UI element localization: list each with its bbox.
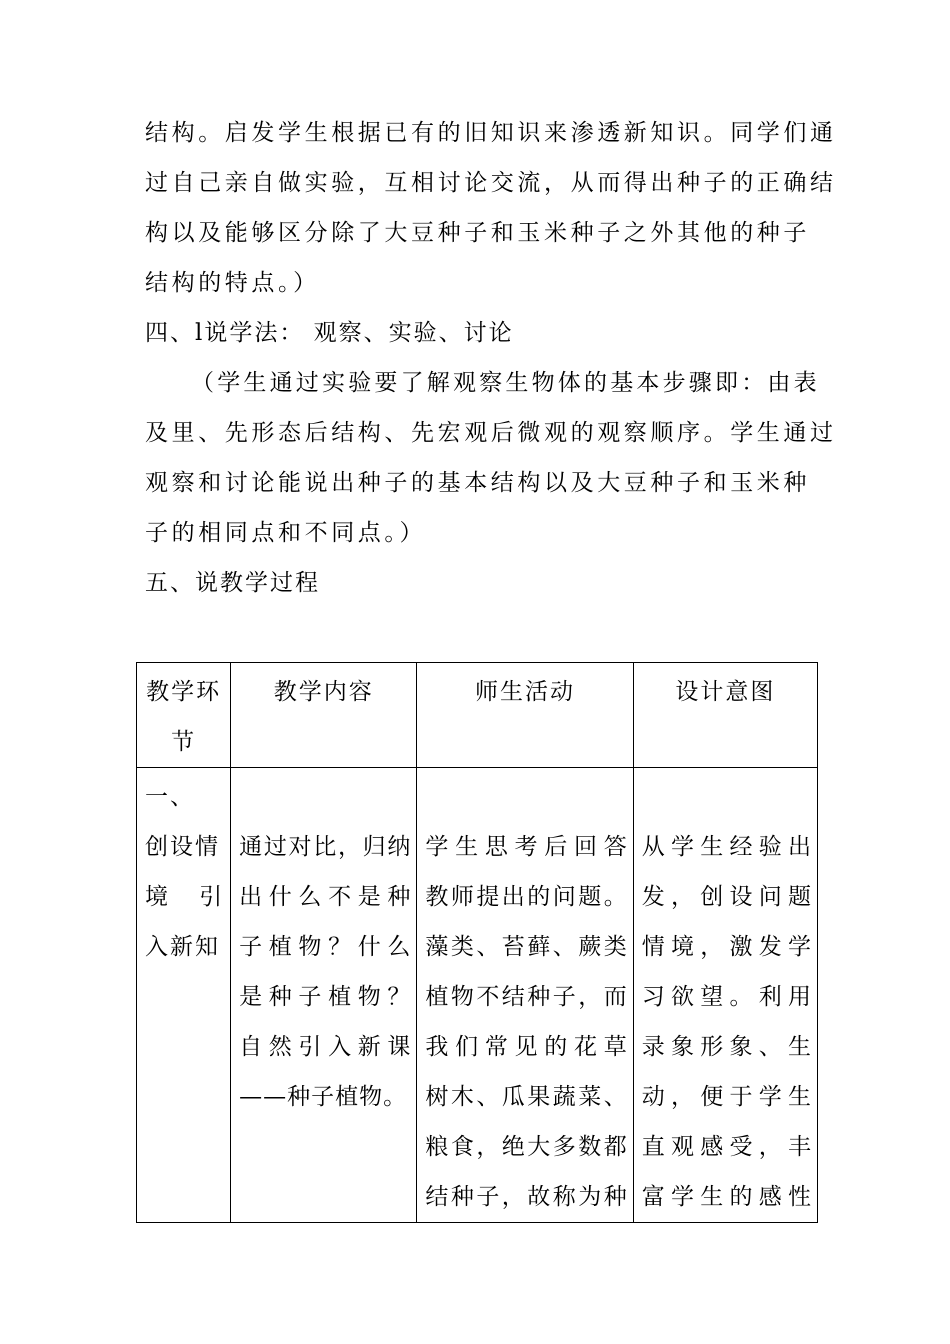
cell-line: 情境，激发学 <box>641 934 811 960</box>
cell-line: 发，创设问题 <box>641 884 811 910</box>
header-intent: 设计意图 <box>633 663 817 768</box>
paragraph-line: 及里、先形态后结构、先宏观后微观的观察顺序。学生通过 <box>145 420 837 446</box>
cell-line: 创设情 <box>145 834 220 860</box>
cell-stage <box>137 768 231 1223</box>
cell-line: 结种子，故称为种 <box>425 1184 627 1210</box>
cell-line: 富学生的感性 <box>641 1184 811 1210</box>
header-stage-line1: 教学环 <box>146 679 222 705</box>
section-heading-teaching-process: 五、说教学过程 <box>145 570 320 596</box>
header-stage-line2: 节 <box>171 729 197 755</box>
paragraph-line: （学生通过实验要了解观察生物体的基本步骤即：由表 <box>191 370 820 396</box>
header-stage <box>137 663 231 768</box>
paragraph-line: 结构的特点。） <box>145 270 320 296</box>
cell-line: 粮食，绝大多数都 <box>425 1134 627 1160</box>
cell-line: 教师提出的问题。 <box>425 884 627 910</box>
cell-line: 录象形象、生 <box>641 1034 811 1060</box>
cell-line: 通过对比，归纳 <box>239 834 411 860</box>
cell-line: 我们常见的花草 <box>425 1034 627 1060</box>
table-header-row <box>137 663 818 768</box>
cell-line: 自然引入新课 <box>239 1034 411 1060</box>
cell-line: 出什么不是种 <box>239 884 411 910</box>
cell-line: 动，便于学生 <box>641 1084 811 1110</box>
cell-line: 是种子植物？ <box>239 984 411 1010</box>
cell-line: 直观感受，丰 <box>641 1134 811 1160</box>
table-row <box>137 768 818 1223</box>
cell-line: 境 引 <box>145 884 223 910</box>
cell-activity <box>417 768 633 1223</box>
teaching-process-table <box>136 662 818 1223</box>
paragraph-line: 构以及能够区分除了大豆种子和玉米种子之外其他的种子 <box>145 220 810 246</box>
paragraph-line: 过自己亲自做实验，互相讨论交流，从而得出种子的正确结 <box>145 170 837 196</box>
paragraph-line: 观察和讨论能说出种子的基本结构以及大豆种子和玉米种 <box>145 470 810 496</box>
paragraph-line: 子的相同点和不同点。） <box>145 520 427 546</box>
cell-line: 树木、瓜果蔬菜、 <box>425 1084 627 1110</box>
cell-intent <box>633 768 817 1223</box>
cell-content <box>231 768 417 1223</box>
cell-line: 子植物？什么 <box>239 934 411 960</box>
cell-line: 一、 <box>145 784 195 810</box>
cell-line: 藻类、苔藓、蕨类 <box>425 934 627 960</box>
header-activity: 师生活动 <box>417 663 633 768</box>
cell-line: 入新知 <box>145 934 220 960</box>
section-heading-study-method: 四、l说学法： 观察、实验、讨论 <box>145 320 514 346</box>
cell-line: 学生思考后回答 <box>425 834 627 860</box>
header-content: 教学内容 <box>231 663 417 768</box>
cell-line: 植物不结种子，而 <box>425 984 627 1010</box>
paragraph-line: 结构。启发学生根据已有的旧知识来渗透新知识。同学们通 <box>145 120 837 146</box>
cell-line: ——种子植物。 <box>239 1084 408 1110</box>
cell-line: 习欲望。利用 <box>641 984 811 1010</box>
cell-line: 从学生经验出 <box>641 834 811 860</box>
